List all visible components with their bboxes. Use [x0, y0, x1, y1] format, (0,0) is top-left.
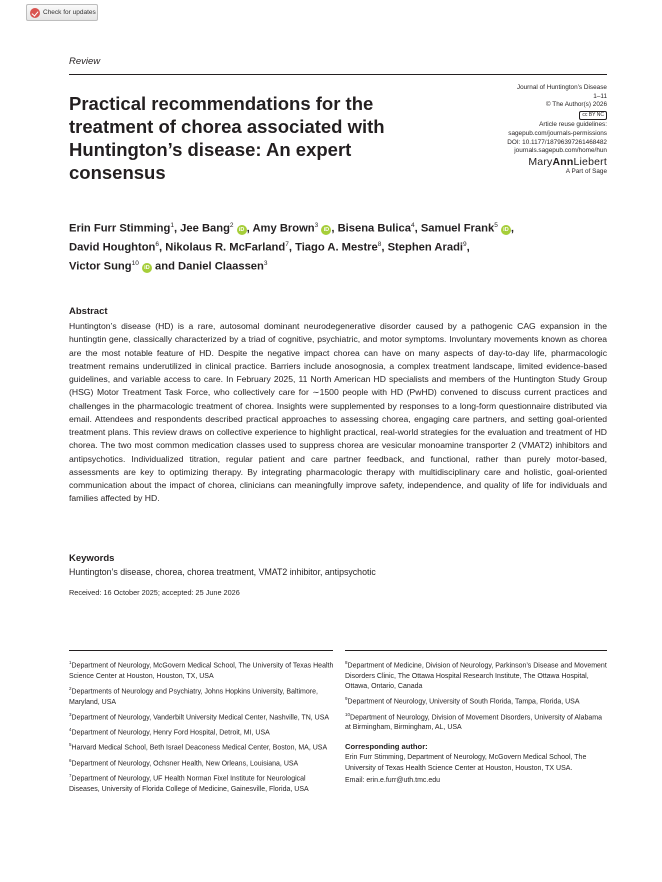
check-for-updates-button[interactable] — [26, 4, 98, 21]
author: Erin Furr Stimming — [69, 222, 171, 235]
copyright: © The Author(s) 2026 — [545, 101, 607, 109]
footnote-divider-right — [345, 650, 607, 651]
author: David Houghton — [69, 241, 156, 254]
keywords-heading: Keywords — [69, 553, 115, 564]
affiliation: $^9$Department of Neurology, University of South Florida, Tampa, Florida, USA — [345, 696, 580, 706]
header-divider — [69, 74, 607, 75]
journal-name: Journal of Huntington’s Disease — [516, 84, 607, 91]
affiliation: $^7$Department of Neurology, UF Health Norman Fixel Institute for Neurological Diseases, University of Florida College of Medicine, Gainesville, Florida, USA — [69, 772, 309, 793]
author: Jee Bang — [180, 222, 230, 235]
affiliation: $^5$Harvard Medical School, Beth Israel Deaconess Medical Center, Boston, MA, USA — [69, 742, 328, 752]
affiliation: $^3$Department of Neurology, Vanderbilt University Medical Center, Nashville, TN, USA — [69, 711, 330, 721]
affiliation: $^6$Department of Neurology, Ochsner Health, New Orleans, Louisiana, USA — [69, 757, 299, 767]
corresponding-email[interactable]: Email: erin.e.furr@uth.tmc.edu — [345, 776, 441, 784]
journal-info — [447, 84, 607, 177]
orcid-icon[interactable]: iD — [142, 263, 152, 273]
affiliation: $^1$Department of Neurology, McGovern Medical School, The University of Texas Health Science Center at Houston, Houston, TX, USA — [69, 660, 334, 680]
article-title: Practical recommendations for the treatment of chorea associated with Huntington’s disease: An expert consensus — [69, 93, 385, 183]
affiliation: $^8$Department of Medicine, Division of Neurology, Parkinson’s Disease and Movement Disorders Clinic, The Ottawa Hospital Research Institute, The Ottawa Hospital, Ottawa, Ontario, Canada — [345, 660, 607, 691]
cc-license-icon: cc BY NC — [579, 111, 607, 120]
affiliations-right — [345, 658, 607, 788]
author: Samuel Frank — [420, 222, 495, 235]
publisher-sub: A Part of Sage — [565, 167, 607, 175]
orcid-icon[interactable]: iD — [237, 225, 247, 235]
author: Tiago A. Mestre — [295, 241, 378, 254]
publisher-logo: MaryAnnLiebert — [528, 155, 607, 168]
corresponding-heading: Corresponding author: — [345, 741, 428, 751]
reuse-label: Article reuse guidelines: — [539, 121, 607, 129]
check-icon — [30, 8, 40, 18]
author: Bisena Bulica — [337, 222, 411, 235]
orcid-icon[interactable]: iD — [321, 225, 331, 235]
received-dates: Received: 16 October 2025; accepted: 25 June 2026 — [69, 588, 240, 597]
author: Nikolaus R. McFarland — [165, 241, 286, 254]
footnote-divider-left — [69, 650, 333, 651]
affiliation: $^4$Department of Neurology, Henry Ford Hospital, Detroit, MI, USA — [69, 726, 270, 737]
keywords-text: Huntington’s disease, chorea, chorea treatment, VMAT2 inhibitor, antipsychotic — [69, 567, 376, 577]
affiliations-left — [69, 658, 334, 797]
author: Daniel Claassen — [178, 260, 264, 273]
orcid-icon[interactable]: iD — [501, 225, 511, 235]
page-range: 1–11 — [593, 92, 607, 100]
reuse-link[interactable]: sagepub.com/journals-permissions — [508, 129, 607, 137]
doi[interactable]: DOI: 10.1177/18796397261468482 — [507, 138, 607, 146]
journal-home-link[interactable]: journals.sagepub.com/home/hun — [514, 147, 607, 155]
affiliation: $^2$Departments of Neurology and Psychiatry, Johns Hopkins University, Baltimore, Maryland, USA — [69, 685, 318, 706]
author-list: Erin Furr Stimming$^1$, Jee Bang$^2$ iD , Amy Brown$^3$ iD , Bisena Bulica$^4$, Samuel Frank$^5$ iD , David Houghton$^6$, Nikolaus R. McFarland$^7$, Tiago A. Mestre$^8$, Stephen Aradi$^9$, Victor Sung$^{10}$ iD and Daniel Claassen$^3$ — [69, 222, 515, 273]
article-type: Review — [69, 56, 101, 67]
check-for-updates-label: Check for updates — [43, 9, 96, 16]
abstract-text: Huntington’s disease (HD) is a rare, autosomal dominant neurodegenerative disorder caused by a pathogenic CAG expansion in the huntingtin gene, classically characterized by a triad of cognitive, psychiatric, and motor symptoms. Involuntary movements known as chorea are the most notable feature of HD. Despite the negative impact chorea can have on many aspects of day-to-day life, pharmacologic treatment remains underutilized in clinical practice. Barriers include anosognosia, a complex treatment landscape, limited evidence-based guidelines, and variable access to care. In February 2025, 11 North American HD specialists and members of the Huntington Study Group (HSG) Motor Treatment Task Force, who collectively care for ∼1500 people with HD (PwHD) convened to discuss current practices and challenges in the pharmacologic treatment of chorea. Insights were supplemented by responses to a long-form questionnaire distributed via email. Attendees and respondents described practical approaches to assessing chorea, engaging care partners, and setting goal-oriented treatment plans. This review draws on collective experience to highlight practical, real-world strategies for the evaluation and treatment of HD chorea. The two most common medication classes used to suppress chorea are vesicular monoamine transporter 2 (VMAT2) inhibitors and antipsychotics. Individualized titration, regular patient and care partner feedback, and functional, rather than purely motor-based, assessments are key to optimizing therapy. By integrating pharmacologic therapy with multidisciplinary care and holistic, goal-oriented communication about the impact of chorea, clinicians can meaningfully improve safety, independence, and quality of life for individuals and families affected by HD. — [69, 321, 607, 504]
author: Stephen Aradi — [387, 241, 464, 254]
author: Victor Sung — [69, 260, 132, 273]
abstract-heading: Abstract — [69, 306, 108, 317]
corresponding-author: Erin Furr Stimming, Department of Neurology, McGovern Medical School, The University of Texas Health Science Center at Houston, Houston, TX USA. — [345, 754, 587, 772]
author: Amy Brown — [252, 222, 315, 235]
affiliation: $^{10}$Department of Neurology, Division of Movement Disorders, University of Alabama at Birmingham, Birmingham, AL, USA — [345, 711, 602, 732]
